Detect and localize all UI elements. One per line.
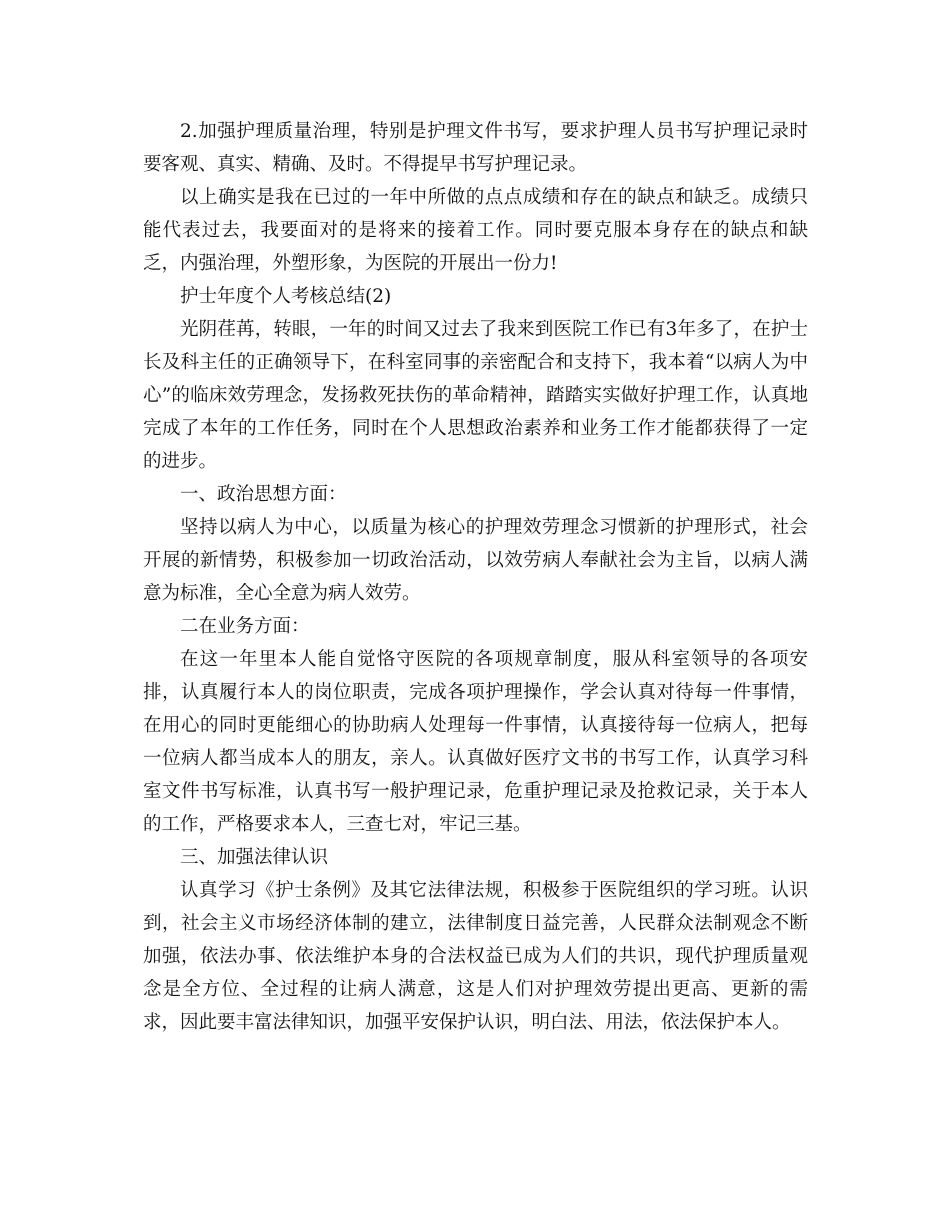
document-body [143,115,808,1039]
paragraph-legal-awareness: 认真学习《护士条例》及其它法律法规，积极参于医院组织的学习班。认识到，社会主义市场经济体制的建立，法律制度日益完善，人民群众法制观念不断加强，依法办事、依法维护本身的合法权益已成为人们的共识，现代护理质量观念是全方位、全过程的让病人满意，这是人们对护理效劳提出更高、更新的需求，因此要丰富法律知识，加强平安保护认识，明白法、用法，依法保护本人。 [143,880,808,1033]
paragraph-quality-management: 2.加强护理质量治理，特别是护理文件书写，要求护理人员书写护理记录时要客观、真实、精确、及时。不得提早书写护理记录。 [143,121,808,175]
paragraph-summary-conclusion: 以上确实是我在已过的一年中所做的点点成绩和存在的缺点和缺乏。成绩只能代表过去，我要面对的是将来的接着工作。同时要克服本身存在的缺点和缺乏，内强治理，外塑形象，为医院的开展出一份力! [143,187,808,274]
heading-legal-awareness: 三、加强法律认识 [180,847,329,868]
section-title: 护士年度个人考核总结(2) [180,286,392,307]
paragraph-introduction: 光阴荏苒，转眼，一年的时间又过去了我来到医院工作已有3年多了，在护士长及科主任的正确领导下，在科室同事的亲密配合和支持下，我本着“以病人为中心”的临床效劳理念，发扬救死扶伤的革命精神，踏踏实实做好护理工作，认真地完成了本年的工作任务，同时在个人思想政治素养和业务工作才能都获得了一定的进步。 [143,319,808,472]
heading-political-thought: 一、政治思想方面： [180,484,347,505]
paragraph-professional-work: 在这一年里本人能自觉恪守医院的各项规章制度，服从科室领导的各项安排，认真履行本人的岗位职责，完成各项护理操作，学会认真对待每一件事情，在用心的同时更能细心的协助病人处理每一件事情，认真接待每一位病人，把每一位病人都当成本人的朋友，亲人。认真做好医疗文书的书写工作，认真学习科室文件书写标准，认真书写一般护理记录，危重护理记录及抢救记录，关于本人的工作，严格要求本人，三查七对，牢记三基。 [143,649,808,835]
paragraph-political-thought: 坚持以病人为中心，以质量为核心的护理效劳理念习惯新的护理形式，社会开展的新情势，积极参加一切政治活动，以效劳病人奉献社会为主旨，以病人满意为标准，全心全意为病人效劳。 [143,517,808,604]
heading-professional-work: 二在业务方面： [180,616,310,637]
